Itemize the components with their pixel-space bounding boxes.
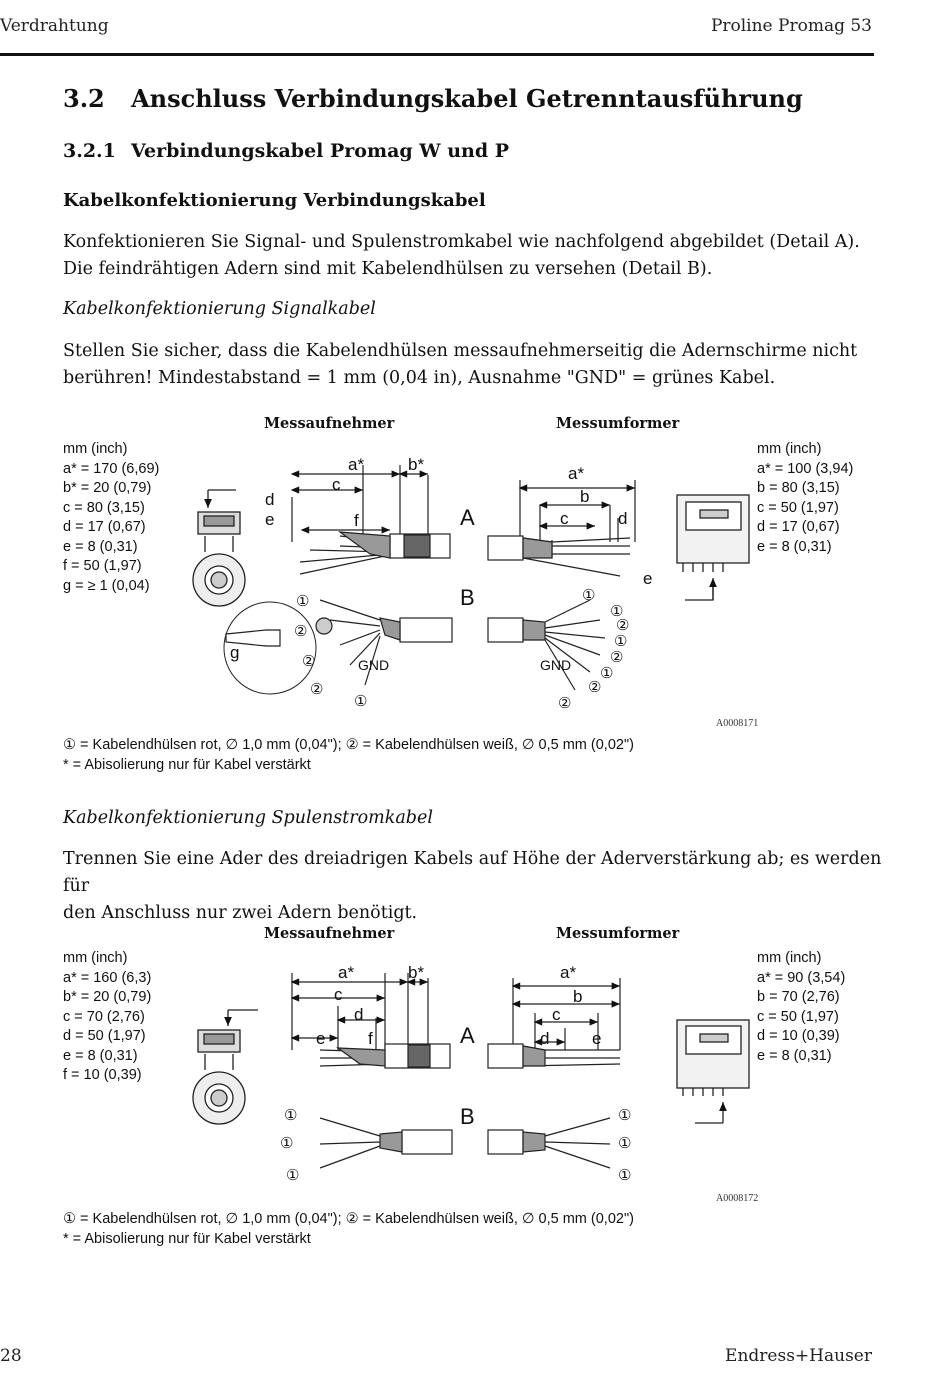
- gnd-label-left: GND: [358, 657, 390, 673]
- dim-label-c: c: [334, 985, 343, 1004]
- dim-item: e = 8 (0,31): [757, 538, 832, 555]
- dim-item: e = 8 (0,31): [63, 1047, 138, 1064]
- signal-cable-figure: [180, 450, 760, 720]
- signal-note: [63, 735, 634, 775]
- ferrule-marker: ②: [588, 679, 602, 696]
- ferrule-marker: ①: [614, 633, 628, 650]
- coil-paragraph: [63, 846, 883, 927]
- detail-b-label: B: [460, 1104, 475, 1129]
- coil-line-1: Trennen Sie eine Ader des dreiadrigen Kabels auf Höhe der Aderverstärkung ab; es werden für: [63, 849, 882, 896]
- ferrule-marker: ①: [280, 1135, 294, 1152]
- dim-label-a-right: a*: [568, 464, 585, 483]
- dim-label-c: c: [332, 475, 341, 494]
- dim-label-c-right: c: [560, 509, 569, 528]
- sensor-illustration: [193, 490, 245, 606]
- dim-item: mm (inch): [757, 950, 822, 966]
- dim-item: mm (inch): [63, 441, 128, 457]
- dim-label-e: e: [316, 1029, 326, 1048]
- coil-transmitter-detail-b: [488, 1118, 610, 1168]
- coil-col-transmitter: Messumformer: [556, 925, 680, 942]
- coil-note: [63, 1209, 634, 1249]
- ferrule-marker: ②: [558, 695, 572, 712]
- dim-item: a* = 170 (6,69): [63, 460, 160, 477]
- dim-item: b = 80 (3,15): [757, 480, 840, 496]
- signal-transmitter-detail-b: [488, 600, 605, 690]
- signal-line-2: berühren! Mindestabstand = 1 mm (0,04 in), Ausnahme "GND" = grünes Kabel.: [63, 368, 776, 388]
- dim-label-b-right: b: [580, 487, 590, 506]
- dim-item: c = 50 (1,97): [757, 1008, 839, 1025]
- ferrule-marker: ②: [310, 681, 324, 698]
- dim-label-a: a*: [348, 455, 365, 474]
- dim-item: e = 8 (0,31): [757, 1047, 832, 1064]
- coil-sensor-dimensions: [63, 949, 151, 1086]
- dim-item: b* = 20 (0,79): [63, 989, 152, 1005]
- dim-label-b-star: b*: [408, 455, 425, 474]
- signal-sensor-dimensions: [63, 440, 159, 596]
- ferrule-marker: ②: [610, 649, 624, 666]
- intro-paragraph: [63, 229, 883, 283]
- dim-item: c = 50 (1,97): [757, 499, 839, 516]
- dim-item: g = ≥ 1 (0,04): [63, 577, 150, 594]
- dim-item: d = 17 (0,67): [63, 519, 146, 535]
- detail-a-label: A: [460, 1023, 475, 1048]
- signal-sensor-detail-b: [224, 600, 452, 694]
- dim-label-b-star: b*: [408, 963, 425, 982]
- dim-label-e-right: e: [643, 569, 653, 588]
- section-title: Anschluss Verbindungskabel Getrenntausführung: [131, 84, 803, 113]
- subsection-number: 3.2.1: [63, 140, 116, 162]
- ferrule-marker: ②: [616, 617, 630, 634]
- brand-footer: Endress+Hauser: [725, 1346, 872, 1366]
- dim-item: d = 10 (0,39): [757, 1028, 840, 1044]
- dim-item: b* = 20 (0,79): [63, 480, 152, 496]
- signal-note-2: * = Abisolierung nur für Kabel verstärkt: [63, 757, 311, 773]
- ferrule-marker: ①: [582, 587, 596, 604]
- ferrule-marker: ①: [354, 693, 368, 710]
- signal-transmitter-cable-a: [488, 480, 635, 576]
- signal-title: Kabelkonfektionierung Signalkabel: [63, 299, 376, 319]
- dim-item: f = 50 (1,97): [63, 558, 142, 574]
- ferrule-marker: ①: [296, 593, 310, 610]
- dim-item: a* = 90 (3,54): [757, 969, 846, 986]
- dim-label-d: d: [354, 1005, 364, 1024]
- signal-col-sensor: Messaufnehmer: [264, 415, 395, 432]
- running-header-left: Verdrahtung: [0, 16, 109, 36]
- dim-item: mm (inch): [757, 441, 822, 457]
- dim-label-a: a*: [338, 963, 355, 982]
- ferrule-marker: ②: [302, 653, 316, 670]
- coil-title: Kabelkonfektionierung Spulenstromkabel: [63, 808, 433, 828]
- gnd-label-right: GND: [540, 657, 572, 673]
- detail-a-label: A: [460, 505, 475, 530]
- transmitter-illustration: [677, 1020, 749, 1123]
- section-heading: [63, 84, 803, 113]
- ferrule-marker: ①: [618, 1107, 632, 1124]
- coil-transmitter-dimensions: [757, 949, 845, 1066]
- dim-label-f: f: [354, 511, 359, 530]
- dim-label-g: g: [230, 643, 240, 662]
- ferrule-marker: ①: [618, 1135, 632, 1152]
- signal-note-1: ① = Kabelendhülsen rot, ∅ 1,0 mm (0,04"); ② = Kabelendhülsen weiß, ∅ 0,5 mm (0,02"): [63, 737, 634, 753]
- ferrule-marker: ①: [284, 1107, 298, 1124]
- ferrule-marker: ②: [294, 623, 308, 640]
- dim-item: b = 70 (2,76): [757, 989, 840, 1005]
- dim-label-f: f: [368, 1029, 373, 1048]
- coil-cable-figure: [180, 958, 760, 1198]
- coil-sensor-cable-a: [292, 973, 450, 1068]
- dim-item: d = 17 (0,67): [757, 519, 840, 535]
- dim-label-c-right: c: [552, 1005, 561, 1024]
- header-rule: [0, 53, 874, 56]
- subsection-title: Verbindungskabel Promag W und P: [131, 140, 510, 162]
- dim-item: a* = 160 (6,3): [63, 969, 152, 986]
- coil-note-2: * = Abisolierung nur für Kabel verstärkt: [63, 1231, 311, 1247]
- paragraph-heading: Kabelkonfektionierung Verbindungskabel: [63, 190, 486, 211]
- signal-transmitter-dimensions: [757, 440, 853, 557]
- coil-sensor-detail-b: [320, 1118, 452, 1168]
- dim-label-b-right: b: [573, 987, 583, 1006]
- signal-line-1: Stellen Sie sicher, dass die Kabelendhülsen messaufnehmerseitig die Adernschirme nicht: [63, 341, 858, 361]
- running-header-right: Proline Promag 53: [710, 16, 872, 36]
- dim-item: a* = 100 (3,94): [757, 460, 854, 477]
- dim-label-e: e: [265, 510, 275, 529]
- intro-line-1: Konfektionieren Sie Signal- und Spulenstromkabel wie nachfolgend abgebildet (Detail A).: [63, 232, 860, 252]
- ferrule-marker: ①: [610, 603, 624, 620]
- detail-b-label: B: [460, 585, 475, 610]
- ferrule-marker: ①: [286, 1167, 300, 1184]
- transmitter-illustration: [677, 495, 749, 600]
- dim-label-e-right: e: [592, 1029, 602, 1048]
- dim-label-a-right: a*: [560, 963, 577, 982]
- dim-item: d = 50 (1,97): [63, 1028, 146, 1044]
- dim-item: mm (inch): [63, 950, 128, 966]
- signal-col-transmitter: Messumformer: [556, 415, 680, 432]
- signal-figure-code: A0008171: [716, 718, 759, 729]
- signal-paragraph: [63, 338, 883, 392]
- dim-label-d-right: d: [540, 1029, 550, 1048]
- ferrule-marker: ①: [618, 1167, 632, 1184]
- dim-item: c = 80 (3,15): [63, 499, 145, 516]
- coil-note-1: ① = Kabelendhülsen rot, ∅ 1,0 mm (0,04"); ② = Kabelendhülsen weiß, ∅ 0,5 mm (0,02"): [63, 1211, 634, 1227]
- ferrule-marker: ①: [600, 665, 614, 682]
- coil-col-sensor: Messaufnehmer: [264, 925, 395, 942]
- coil-line-2: den Anschluss nur zwei Adern benötigt.: [63, 903, 418, 923]
- page-number: 28: [0, 1346, 22, 1366]
- dim-label-d-right: d: [618, 509, 628, 528]
- subsection-heading: [63, 140, 509, 162]
- dim-label-d: d: [265, 490, 275, 509]
- coil-figure-code: A0008172: [716, 1193, 759, 1204]
- signal-sensor-cable-a: [292, 465, 450, 574]
- dim-item: c = 70 (2,76): [63, 1008, 145, 1025]
- dim-item: f = 10 (0,39): [63, 1067, 142, 1083]
- dim-item: e = 8 (0,31): [63, 538, 138, 555]
- sensor-illustration: [193, 1010, 258, 1124]
- section-number: 3.2: [63, 84, 105, 113]
- intro-line-2: Die feindrähtigen Adern sind mit Kabelendhülsen zu versehen (Detail B).: [63, 259, 713, 279]
